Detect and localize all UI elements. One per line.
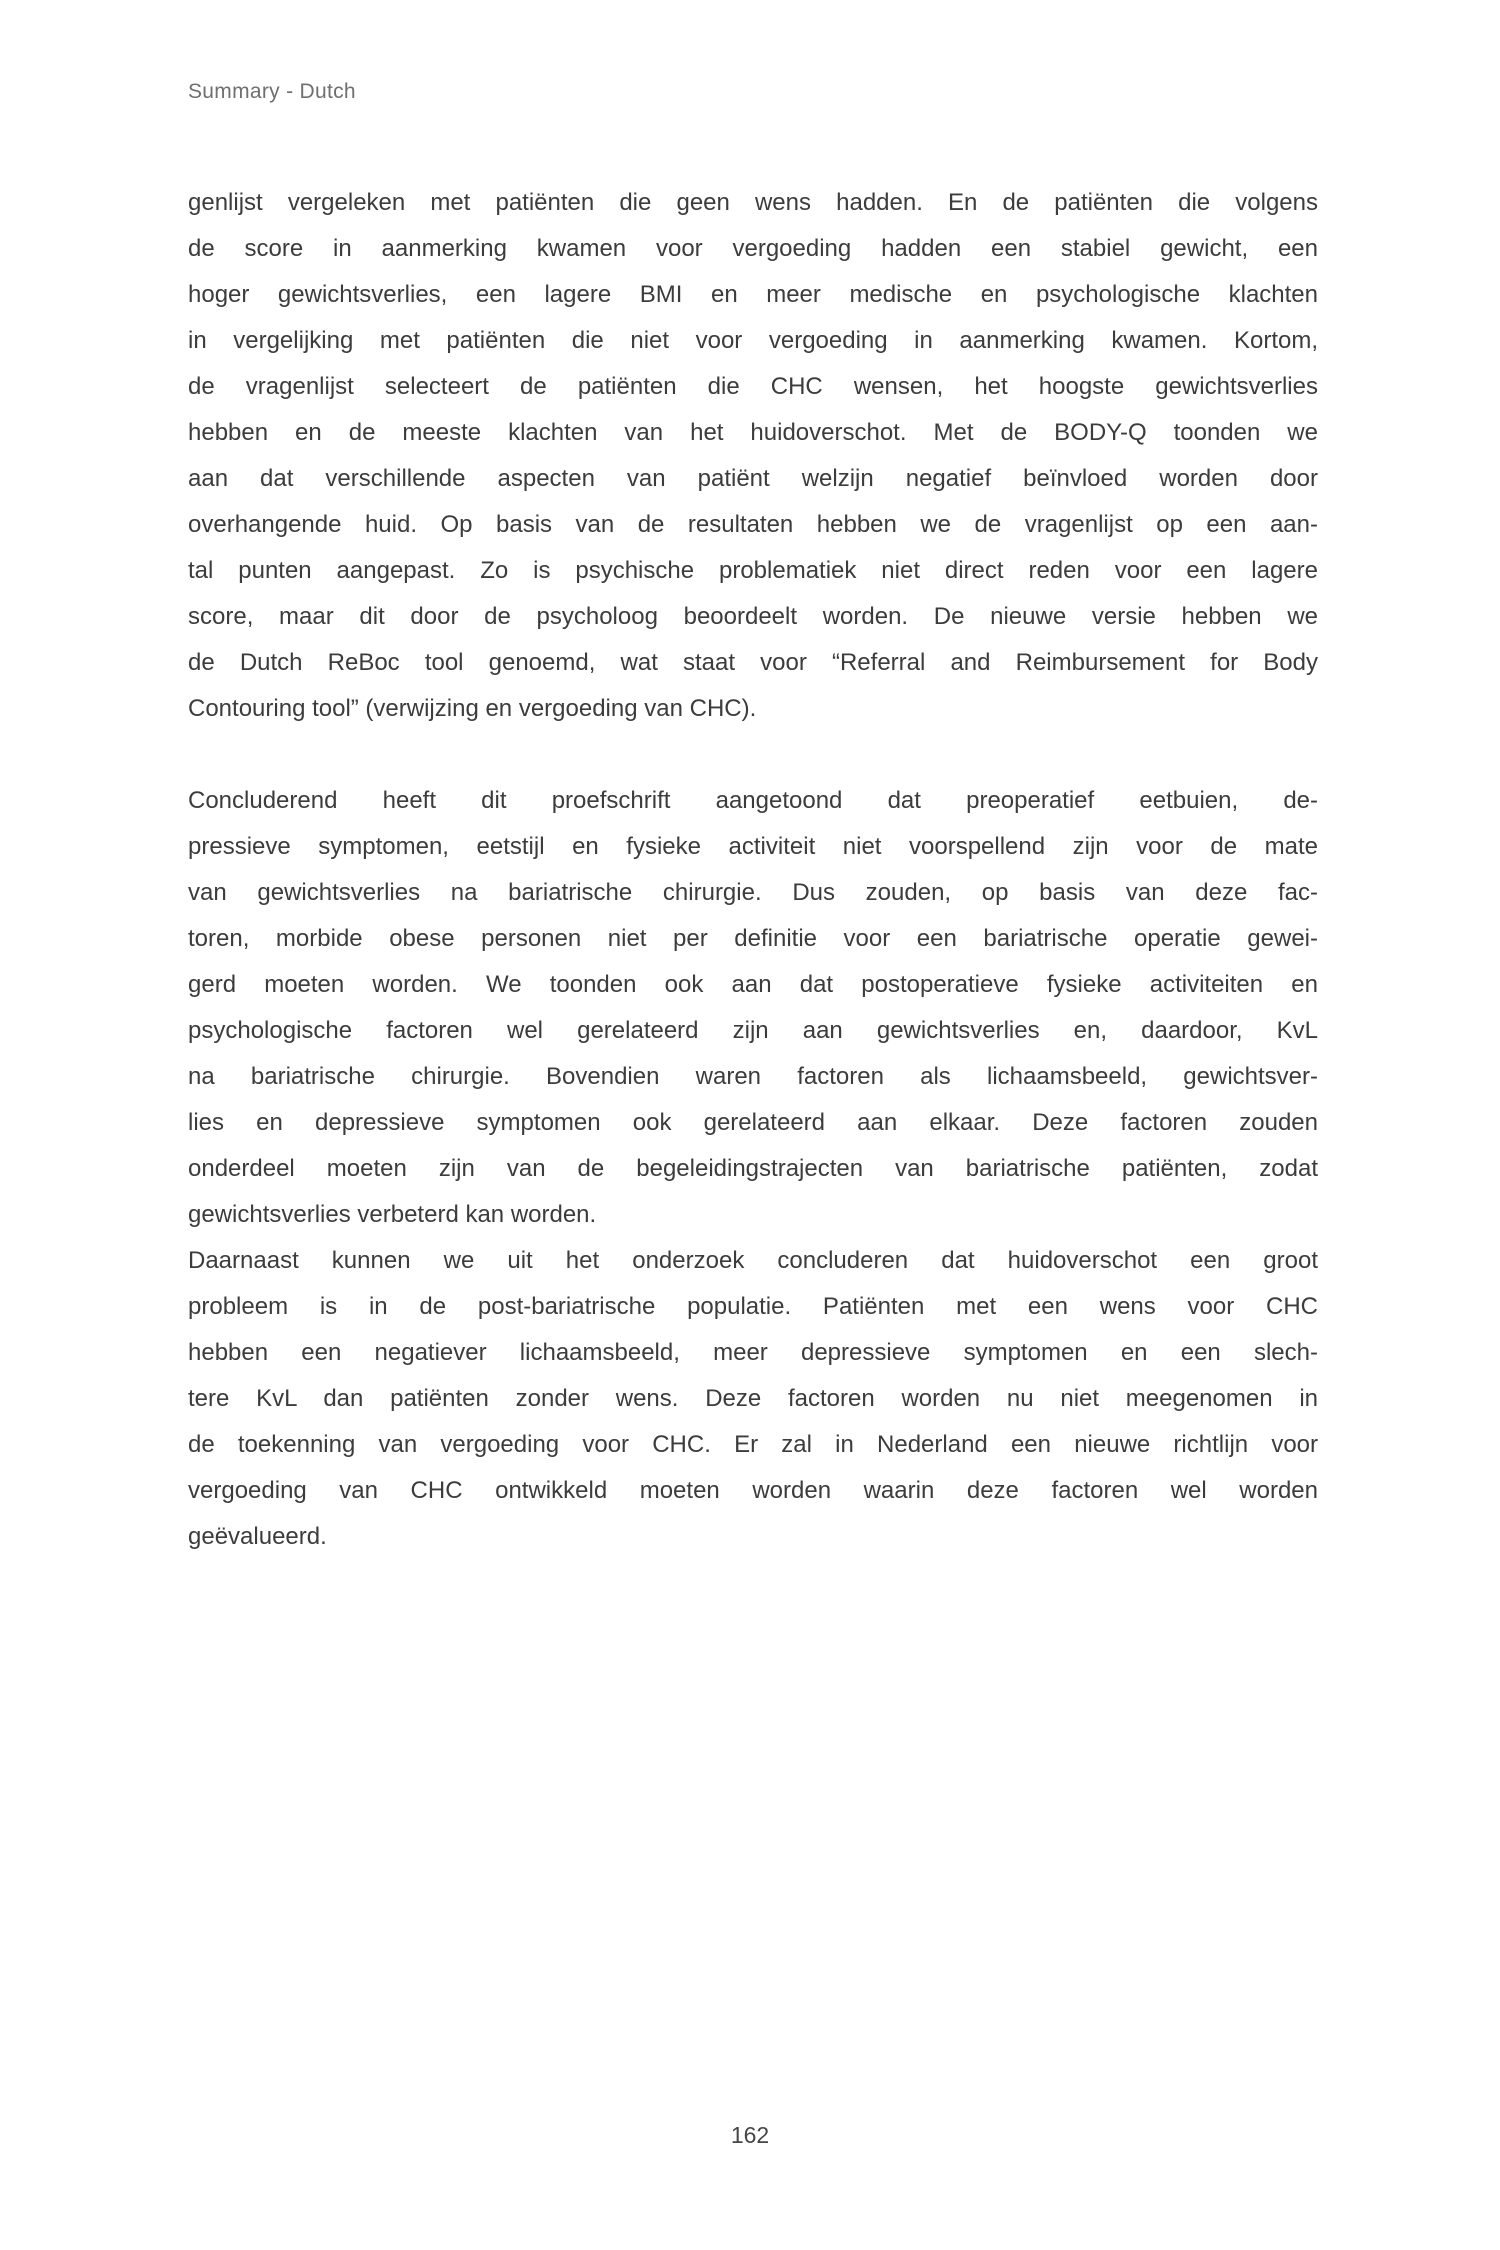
text-line: genlijst vergeleken met patiënten die geen wens hadden. En de patiënten die volgens: [188, 189, 1318, 216]
text-line: gerd moeten worden. We toonden ook aan dat postoperatieve fysieke activiteiten en: [188, 971, 1318, 998]
paragraph: [188, 778, 1318, 1238]
text-line: in vergelijking met patiënten die niet voor vergoeding in aanmerking kwamen. Kortom,: [188, 327, 1318, 354]
page-number: 162: [730, 2122, 770, 2148]
text-line: lies en depressieve symptomen ook gerelateerd aan elkaar. Deze factoren zouden: [188, 1109, 1318, 1136]
text-line: vergoeding van CHC ontwikkeld moeten worden waarin deze factoren wel worden: [188, 1477, 1318, 1504]
text-line: overhangende huid. Op basis van de resultaten hebben we de vragenlijst op een aan-: [188, 511, 1318, 538]
text-line: van gewichtsverlies na bariatrische chirurgie. Dus zouden, op basis van deze fac-: [188, 879, 1318, 906]
text-line: geëvalueerd.: [188, 1523, 327, 1550]
text-line: de vragenlijst selecteert de patiënten die CHC wensen, het hoogste gewichtsverlies: [188, 373, 1318, 400]
text-line: Concluderend heeft dit proefschrift aangetoond dat preoperatief eetbuien, de-: [188, 787, 1318, 814]
text-line: Daarnaast kunnen we uit het onderzoek concluderen dat huidoverschot een groot: [188, 1247, 1318, 1274]
text-line: de Dutch ReBoc tool genoemd, wat staat voor “Referral and Reimbursement for Body: [188, 649, 1318, 676]
text-line: aan dat verschillende aspecten van patiënt welzijn negatief beïnvloed worden door: [188, 465, 1318, 492]
text-line: score, maar dit door de psycholoog beoordeelt worden. De nieuwe versie hebben we: [188, 603, 1318, 630]
text-line: tere KvL dan patiënten zonder wens. Deze factoren worden nu niet meegenomen in: [188, 1385, 1318, 1412]
text-line: Contouring tool” (verwijzing en vergoeding van CHC).: [188, 695, 757, 722]
text-line: onderdeel moeten zijn van de begeleidingstrajecten van bariatrische patiënten, zodat: [188, 1155, 1318, 1182]
text-line: pressieve symptomen, eetstijl en fysieke activiteit niet voorspellend zijn voor de mate: [188, 833, 1318, 860]
text-line: tal punten aangepast. Zo is psychische problematiek niet direct reden voor een lagere: [188, 557, 1318, 584]
text-line: hoger gewichtsverlies, een lagere BMI en meer medische en psychologische klachten: [188, 281, 1318, 308]
text-line: hebben een negatiever lichaamsbeeld, meer depressieve symptomen en een slech-: [188, 1339, 1318, 1366]
paragraph: [188, 1238, 1318, 1560]
text-line: de toekenning van vergoeding voor CHC. Er zal in Nederland een nieuwe richtlijn voor: [188, 1431, 1318, 1458]
text-line: de score in aanmerking kwamen voor vergoeding hadden een stabiel gewicht, een: [188, 235, 1318, 262]
text-line: probleem is in de post-bariatrische populatie. Patiënten met een wens voor CHC: [188, 1293, 1318, 1320]
text-line: na bariatrische chirurgie. Bovendien waren factoren als lichaamsbeeld, gewichtsver-: [188, 1063, 1318, 1090]
body-text: [188, 180, 1318, 1560]
text-line: psychologische factoren wel gerelateerd zijn aan gewichtsverlies en, daardoor, KvL: [188, 1017, 1318, 1044]
text-line: toren, morbide obese personen niet per definitie voor een bariatrische operatie gewei-: [188, 925, 1318, 952]
running-header: Summary - Dutch: [188, 80, 356, 103]
text-line: hebben en de meeste klachten van het huidoverschot. Met de BODY-Q toonden we: [188, 419, 1318, 446]
paragraph: [188, 180, 1318, 732]
text-line: gewichtsverlies verbeterd kan worden.: [188, 1201, 597, 1228]
